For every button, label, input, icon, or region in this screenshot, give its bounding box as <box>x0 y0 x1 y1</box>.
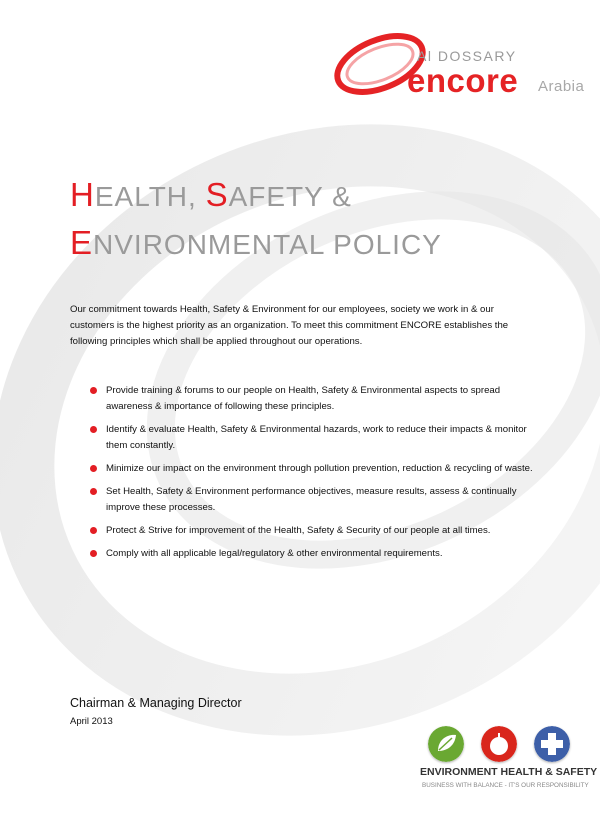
list-item-text: Protect & Strive for improvement of the Health, Safety & Security of our people at all times. <box>106 525 491 536</box>
logo-prefix-text: Al DOSSARY <box>417 48 517 64</box>
intro-paragraph: Our commitment towards Health, Safety & Environment for our employees, society we work in & our customers is the highest priority as an organization. To meet this commitment ENCORE establishes the following principles which shall be applied throughout our operations. <box>70 304 509 347</box>
ehs-title: ENVIRONMENT HEALTH & SAFETY <box>420 766 598 778</box>
leaf-icon <box>428 726 464 762</box>
ehs-logo <box>420 726 598 806</box>
page-title-line-1 <box>70 176 352 214</box>
list-item <box>90 484 540 516</box>
logo-wordmark: encore <box>407 62 519 99</box>
list-item <box>90 383 540 415</box>
title-initial-e: E <box>70 224 94 261</box>
title-initial-h: H <box>70 176 95 213</box>
policy-date: April 2013 <box>70 716 113 727</box>
apple-icon <box>481 726 517 762</box>
title-text-safety: AFETY & <box>228 181 352 212</box>
cross-icon <box>534 726 570 762</box>
list-item-text: Minimize our impact on the environment through pollution prevention, reduction & recycling of waste. <box>106 463 533 474</box>
list-item-text: Provide training & forums to our people on Health, Safety & Environmental aspects to spread awareness & importance of following these principles. <box>106 385 501 412</box>
list-item <box>90 546 540 562</box>
bullet-icon <box>90 387 97 394</box>
company-logo <box>330 28 592 108</box>
logo-suffix-text: Arabia <box>538 78 585 95</box>
bullet-icon <box>90 488 97 495</box>
bullet-icon <box>90 527 97 534</box>
list-item-text: Comply with all applicable legal/regulatory & other environmental requirements. <box>106 548 443 559</box>
list-item-text: Identify & evaluate Health, Safety & Environmental hazards, work to reduce their impacts & monitor them constantly. <box>106 424 527 451</box>
title-initial-s: S <box>205 176 229 213</box>
principles-list <box>90 383 540 569</box>
bullet-icon <box>90 550 97 557</box>
list-item-text: Set Health, Safety & Environment performance objectives, measure results, assess & continually improve these processes. <box>106 486 517 513</box>
page-title-line-2 <box>70 224 442 262</box>
list-item <box>90 422 540 454</box>
bullet-icon <box>90 426 97 433</box>
title-text-environmental-policy: NVIRONMENTAL POLICY <box>93 229 442 260</box>
list-item <box>90 523 540 539</box>
signatory-title: Chairman & Managing Director <box>70 696 242 710</box>
title-text-health: EALTH, <box>94 181 206 212</box>
list-item <box>90 461 540 477</box>
ehs-tagline: BUSINESS WITH BALANCE - IT'S OUR RESPONSIBILITY <box>422 782 589 789</box>
bullet-icon <box>90 465 97 472</box>
